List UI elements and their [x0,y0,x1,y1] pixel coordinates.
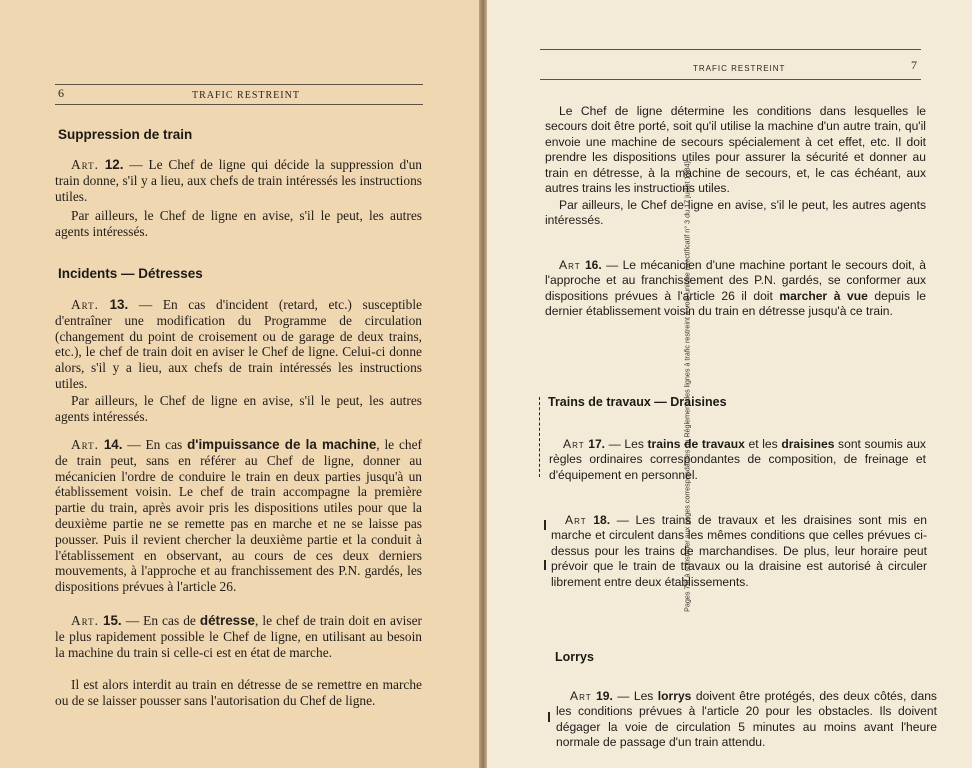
article-18: Art 18. — Les trains de travaux et les draisines sont mis en marche et circulent dans les mêmes conditions que celles prévues ci-dessus pour les trains de marchandises. De plus, leur horaire peut prévoir que le train de travaux ou la draisine est autorisé à circuler librement entre deux établissements. [551,513,927,589]
article-17: Art 17. — Les trains de travaux et les draisines sont soumis aux règles ordinaires correspondantes de composition, de freinage et d'équipement en personnel. [549,437,926,482]
header-rule-bottom [55,104,423,105]
page-number: 7 [911,58,917,72]
running-header: TRAFIC RESTREINT [192,90,300,101]
revision-bar [544,560,546,570]
header-rule-top [540,49,921,50]
section-heading: Incidents — Détresses [58,266,203,281]
article-15: Art. 15. — En cas de détresse, le chef de train doit en aviser le plus rapidement possible le Chef de ligne, en utilisant au besoin la machine du train si celle-ci est en état de marche. [55,613,422,660]
running-header: TRAFIC RESTREINT [693,64,786,73]
section-heading: Trains de travaux — Draisines [548,395,727,409]
side-note: Pages 7/8 à substituer aux pages correspondantes du Règlement des lignes à trafic restreint à voie unique (Rectificatif n° 3 du 17 juillet 1984) [682,161,692,612]
paragraph: Par ailleurs, le Chef de ligne en avise, s'il le peut, les autres agents intéressés. [55,393,422,424]
section-heading: Lorrys [555,650,594,664]
article-13: Art. 13. — En cas d'incident (retard, etc.) susceptible d'entraîner une modification du Programme de circulation (changement du point de croisement ou de garage de deux trains, etc.), le chef de train doit en aviser le Chef de ligne. Celui-ci donne alors, s'il y a lieu, aux chefs de train intéressés les instructions utiles. [55,297,422,391]
revision-bar [544,520,546,530]
book-gutter [479,0,487,768]
revision-bar [548,712,550,722]
header-rule-top [55,84,423,85]
revision-bar [539,397,541,477]
paragraph: Le Chef de ligne détermine les conditions dans lesquelles le secours doit être porté, soit qu'il utilise la machine d'un autre train, qu'il envoie une machine de secours spécialement à cet effet, etc. Il doit prendre les dispositions utiles pour assurer la sécurité et donner au train en détresse, à la machine de secours, et, le cas échéant, aux autres trains les instructions utiles. [545,104,926,196]
article-14: Art. 14. — En cas d'impuissance de la machine, le chef de train peut, sans en référer au Chef de ligne, donner au mécanicien l'ordre de conduire le train en deux parties jusqu'à un établissement voisin. Le chef de train accompagne la première partie du train, après avoir pris les dispositions utiles pour que la deuxième partie ne se remette pas en marche et ne se laisse pas pousser. Puis il revient chercher la deuxième partie et la conduit à l'établissement en observant, au cours de ces deux derniers mouvements, à l'approche et au franchissement des P.N. gardés, les dispositions prévues à l'article 26. [55,437,422,595]
article-12: Art. 12. — Le Chef de ligne qui décide la suppression d'un train donne, s'il y a lieu, aux chefs de train intéressés les instructions utiles. [55,157,422,204]
header-rule-bottom [540,79,921,80]
article-16: Art 16. — Le mécanicien d'une machine portant le secours doit, à l'approche et au franchissement des P.N. gardés, se conformer aux dispositions prévues à l'article 26 il doit marcher à vue depuis le dernier établissement voisin du train en détresse jusqu'à ce train. [545,258,926,319]
section-heading: Suppression de train [58,127,193,142]
page-number: 6 [58,86,64,100]
paragraph: Il est alors interdit au train en détresse de se remettre en marche ou de se laisser pousser sans l'autorisation du Chef de ligne. [55,677,422,708]
paragraph: Par ailleurs, le Chef de ligne en avise, s'il le peut, les autres agents intéressés. [545,198,926,228]
article-19: Art 19. — Les lorrys doivent être protégés, des deux côtés, dans les conditions prévues à l'article 20 pour les obstacles. Ils doivent dégager la voie de circulation 5 minutes au moins avant l'heure normale de passage d'un train attendu. [556,689,937,750]
paragraph: Par ailleurs, le Chef de ligne en avise, s'il le peut, les autres agents intéressés. [55,208,422,239]
